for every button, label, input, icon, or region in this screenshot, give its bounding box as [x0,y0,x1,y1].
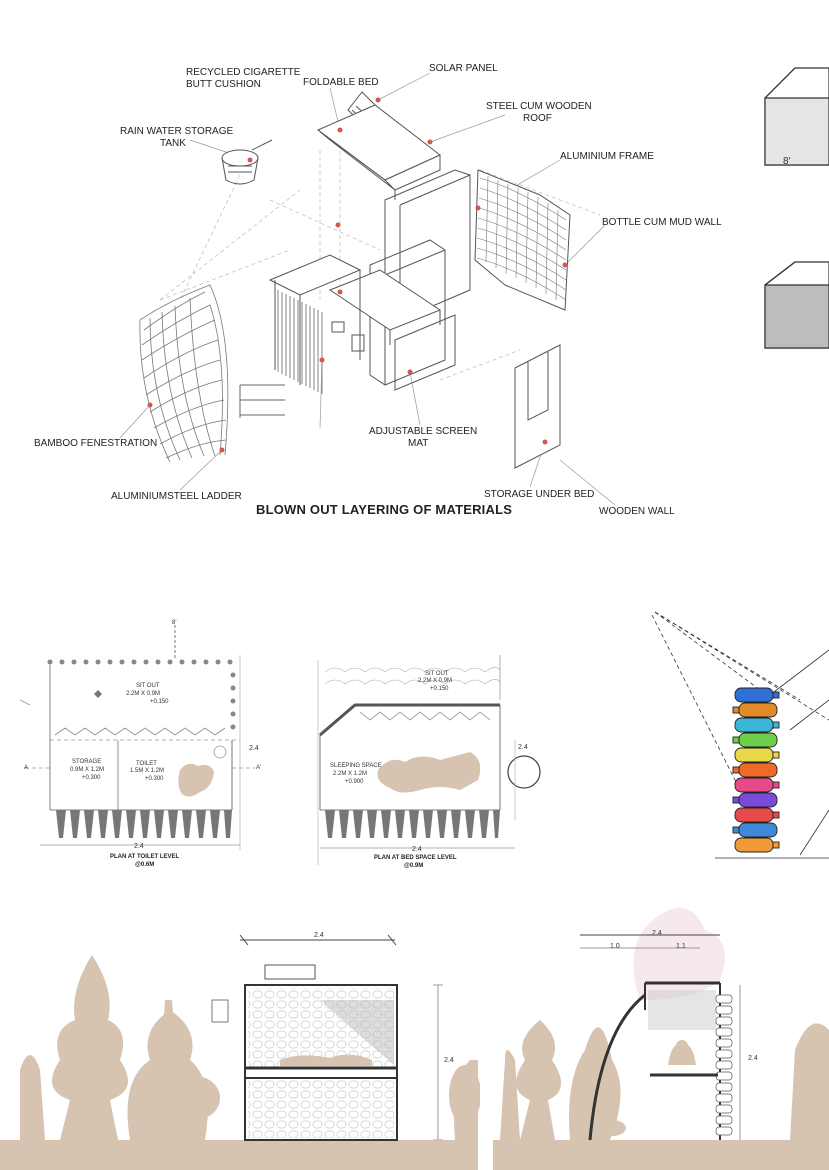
plan2-sitout-size: 2.2M X 0.9M [418,678,453,684]
label-solar-panel: SOLAR PANEL [429,63,498,74]
label-bamboo-fenestration: BAMBOO FENESTRATION [34,438,158,449]
plan2-caption-line2: @0.9M [404,863,424,869]
label-adjustable-screen-2: MAT [408,438,429,449]
plan1-section-mark-right: A' [256,765,262,771]
plan2-sleep-name: SLEEPING SPACE [330,763,382,769]
sectionA-dim-right: 2.4 [444,1057,454,1064]
plan1-sitout-size: 2.2M X 0.9M [126,691,161,697]
label-adjustable-screen-1: ADJUSTABLE SCREEN [369,426,478,437]
plan1-storage-level: +0.300 [82,775,101,781]
label-storage-under-bed: STORAGE UNDER BED [484,489,595,500]
label-bottle-mud-wall: BOTTLE CUM MUD WALL [602,217,722,228]
plan1-dim-right: 2.4 [249,745,259,752]
plan1-toilet-size: 1.5M X 1.2M [130,768,165,774]
label-foldable-bed: FOLDABLE BED [303,77,379,88]
label-aluminium-ladder: ALUMINIUMSTEEL LADDER [111,491,242,502]
plan2-dim-right: 2.4 [518,744,528,751]
label-aluminium-frame: ALUMINIUM FRAME [560,151,654,162]
plan1-dim-top: 8' [172,620,177,626]
plan2-caption-line1: PLAN AT BED SPACE LEVEL [374,855,457,861]
plan1-storage-size: 0.9M X 1.2M [70,767,105,773]
label-recycled-cushion-1: RECYCLED CIGARETTE [186,67,301,78]
plan1-section-mark-left: A [24,765,29,771]
label-rain-tank-1: RAIN WATER STORAGE [120,126,234,137]
sketch-dimension: 8' [783,156,791,167]
label-recycled-cushion-2: BUTT CUSHION [186,79,261,90]
sectionA-dim-top: 2.4 [314,932,324,939]
plan1-caption-line1: PLAN AT TOILET LEVEL [110,854,180,860]
plan2-sitout-level: +0.150 [430,686,449,692]
sectionB-dim-top: 2.4 [652,930,662,937]
label-steel-roof-2: ROOF [523,113,552,124]
plan1-storage-name: STORAGE [72,759,102,765]
plan1-toilet-name: TOILET [136,761,157,767]
label-rain-tank-2: TANK [160,138,186,149]
plan2-dim-bottom: 2.4 [412,846,422,853]
plan2-sleep-size: 2.2M X 1.2M [333,771,368,777]
sectionB-dim-right: 2.4 [748,1055,758,1062]
plan2-sitout-name: SIT OUT [425,671,449,677]
plan1-caption-line2: @0.6M [135,862,155,868]
plan1-sitout-name: SIT OUT [136,683,160,689]
label-wooden-wall: WOODEN WALL [599,506,675,517]
plan1-dim-bottom: 2.4 [134,843,144,850]
plan1-toilet-level: +0.300 [145,776,164,782]
label-steel-roof-1: STEEL CUM WOODEN [486,101,592,112]
sectionB-dim-a: 1.0 [610,943,620,950]
plan2-sleep-level: +0.900 [345,779,364,785]
exploded-view-title: BLOWN OUT LAYERING OF MATERIALS [256,502,513,517]
sectionB-dim-b: 1.1 [676,943,686,950]
plan1-sitout-level: +0.150 [150,699,169,705]
